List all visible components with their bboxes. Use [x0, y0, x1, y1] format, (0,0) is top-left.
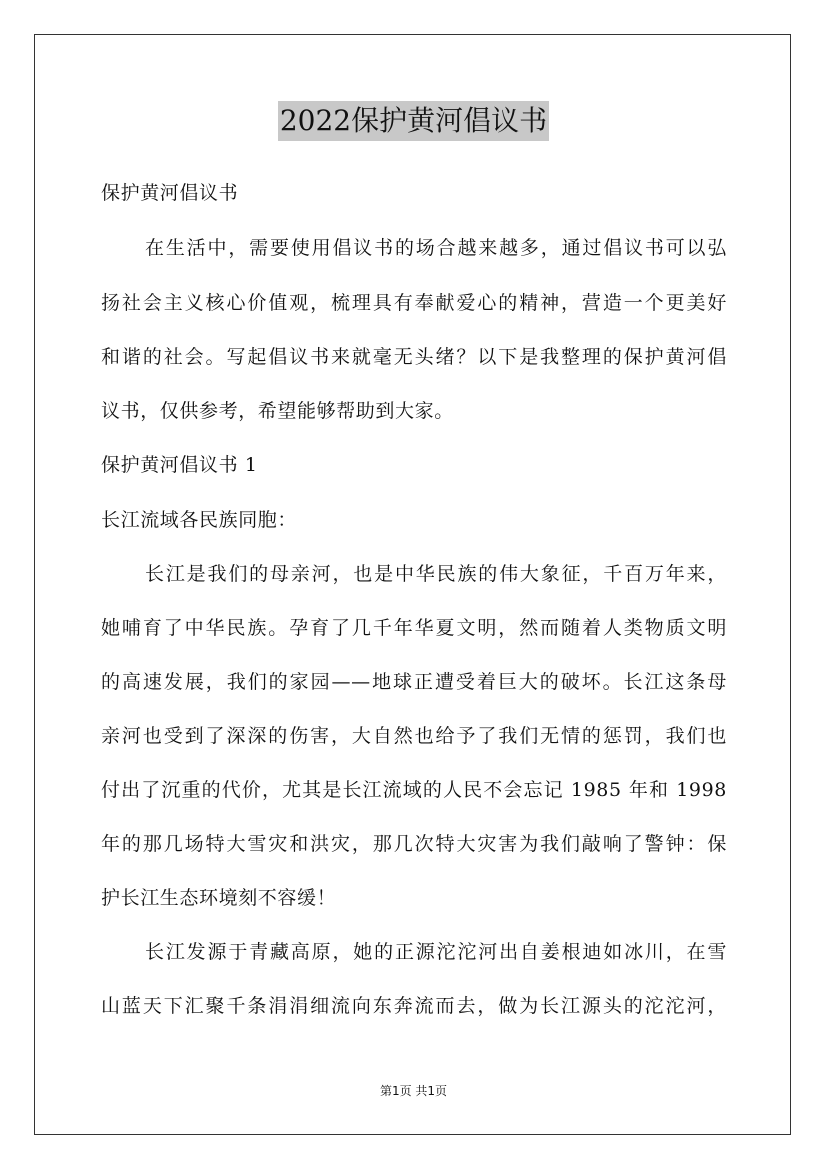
paragraph-line: 在生活中，需要使用倡议书的场合越来越多，通过倡议书可以弘: [145, 237, 727, 259]
paragraph-line: 付出了沉重的代价，尤其是长江流域的人民不会忘记 1985 年和 1998: [101, 779, 727, 801]
section-heading: 保护黄河倡议书 1: [101, 454, 258, 476]
salutation: 长江流域各民族同胞：: [101, 509, 298, 531]
paragraph-line: 亲河也受到了深深的伤害，大自然也给予了我们无情的惩罚，我们也: [101, 725, 727, 747]
paragraph-line: 年的那几场特大雪灾和洪灾，那几次特大灾害为我们敲响了警钟：保: [101, 833, 727, 855]
section-heading: 保护黄河倡议书: [101, 182, 239, 204]
paragraph-line: 护长江生态环境刻不容缓！: [101, 887, 337, 909]
document-title: 2022保护黄河倡议书: [278, 101, 549, 141]
title-wrap: [0, 101, 827, 141]
paragraph-line: 长江是我们的母亲河，也是中华民族的伟大象征，千百万年来，: [145, 563, 727, 585]
page-footer: 第1页 共1页: [379, 1084, 448, 1098]
paragraph-line: 长江发源于青藏高原，她的正源沱沱河出自姜根迪如冰川，在雪: [145, 941, 727, 963]
paragraph-line: 扬社会主义核心价值观，梳理具有奉献爱心的精神，营造一个更美好: [101, 292, 727, 314]
paragraph-line: 山蓝天下汇聚千条涓涓细流向东奔流而去，做为长江源头的沱沱河，: [101, 995, 727, 1017]
paragraph-line: 议书，仅供参考，希望能够帮助到大家。: [101, 400, 454, 422]
paragraph-line: 的高速发展，我们的家园——地球正遭受着巨大的破坏。长江这条母: [101, 671, 727, 693]
paragraph-line: 她哺育了中华民族。孕育了几千年华夏文明，然而随着人类物质文明: [101, 617, 727, 639]
paragraph-line: 和谐的社会。写起倡议书来就毫无头绪？以下是我整理的保护黄河倡: [101, 346, 727, 368]
